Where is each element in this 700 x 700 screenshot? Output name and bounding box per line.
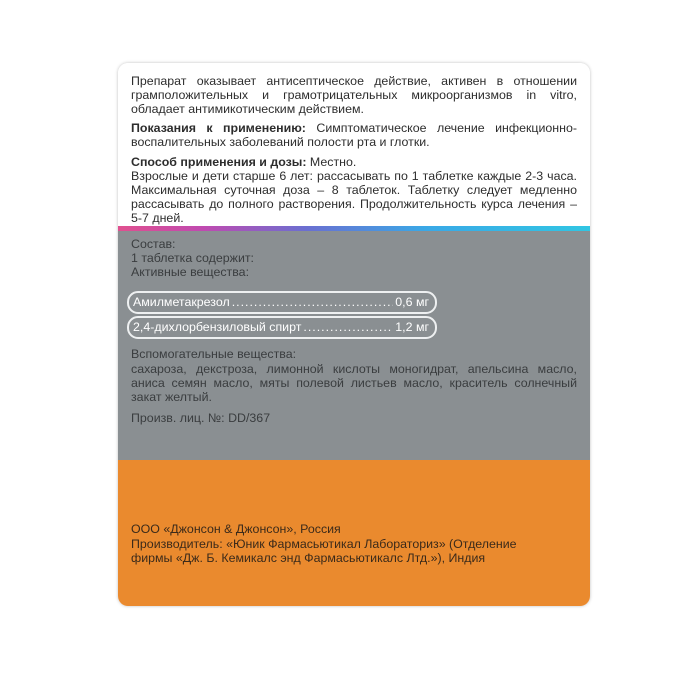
dosage-heading	[131, 155, 577, 169]
active-ingredient-row-2	[133, 320, 429, 334]
active-ingredient-dose: 0,6 мг	[395, 295, 429, 309]
active-ingredient-row-1	[133, 295, 429, 309]
dosage-method: Местно.	[306, 155, 357, 169]
intro-text: Препарат оказывает антисептическое действие, активен в отношении грамположительных и грамотрицательных микроорганизмов in vitro, обладает антимикотическим действием.	[131, 74, 577, 116]
composition-title: Состав:	[131, 237, 176, 251]
indications-paragraph	[131, 121, 577, 149]
manufacturer-section	[118, 460, 590, 606]
dosage-label: Способ применения и дозы:	[131, 155, 307, 169]
package-label	[118, 63, 590, 606]
leader-dots	[303, 320, 393, 334]
active-ingredient-name: Амилметакрезол	[133, 295, 230, 309]
indications-text: Симптоматическое лечение инфекционно-воспалительных заболеваний полости рта и глотки.	[131, 121, 577, 149]
dosage-text: Взрослые и дети старше 6 лет: рассасывать по 1 таблетке каждые 2-3 часа. Максимальная суточная доза – 8 таблеток. Таблетку следует медленно рассасывать до полного растворения. Продолжительность курса лечения – 5-7 дней.	[131, 169, 577, 225]
active-substances-label: Активные вещества:	[131, 265, 250, 279]
company-name: ООО «Джонсон & Джонсон», Россия	[131, 522, 341, 536]
composition-section	[118, 231, 590, 460]
excipients-text: сахароза, декстроза, лимонной кислоты моногидрат, апельсина масло, аниса семян масло, мяты полевой листьев масло, краситель солнечный закат желтый.	[131, 362, 577, 404]
leader-dots	[232, 295, 394, 309]
indications-label: Показания к применению:	[131, 121, 306, 135]
active-ingredient-dose: 1,2 мг	[395, 320, 429, 334]
per-tablet-label: 1 таблетка содержит:	[131, 251, 255, 265]
manufacturer-text: Производитель: «Юник Фармасьютикал Лабораториз» (Отделение фирмы «Дж. Б. Кемикалс энд Фармасьютикалс Лтд.»), Индия	[131, 537, 517, 565]
license-number: Произв. лиц. №: DD/367	[131, 411, 271, 425]
excipients-label: Вспомогательные вещества:	[131, 347, 297, 361]
description-section	[118, 63, 590, 226]
active-ingredient-name: 2,4-дихлорбензиловый спирт	[133, 320, 302, 334]
